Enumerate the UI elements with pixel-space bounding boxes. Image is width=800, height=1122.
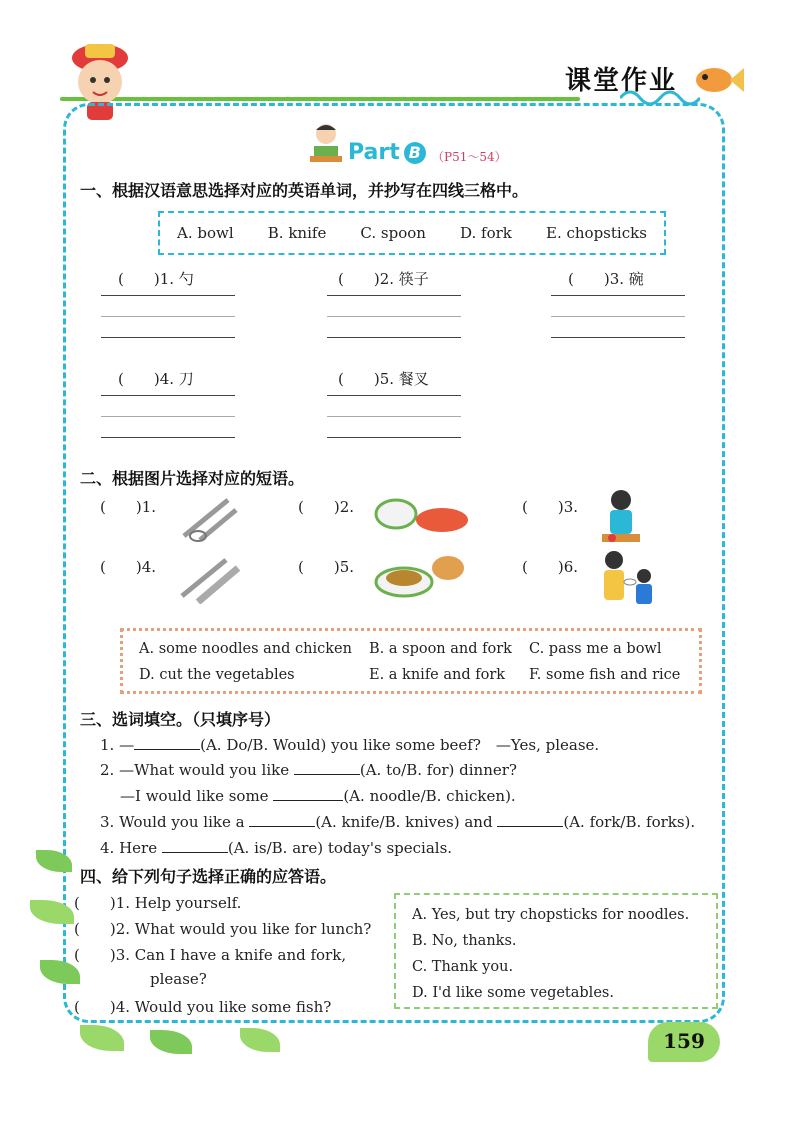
writing-lines[interactable] [327, 395, 461, 457]
leaf-decoration [150, 1030, 192, 1054]
s3-question-1 [100, 734, 599, 755]
word-option: B. knife [267, 224, 327, 242]
spoon-fork-icon [176, 492, 242, 544]
section4-heading: 四、给下列句子选择正确的应答语。 [80, 867, 337, 886]
section3-heading: 三、选词填空。（只填序号） [80, 710, 281, 729]
fish-rice-icon [372, 488, 472, 540]
s1-item-3: ( )3. 碗 [568, 270, 644, 288]
q-text: —I would like some [120, 787, 269, 805]
girl-cutting-icon [596, 486, 646, 546]
word-options-box [158, 211, 666, 255]
option-name: A. some noodles and chicken [139, 641, 352, 657]
q-text: 1. — [100, 736, 135, 754]
s4-item-4: ( )4. Would you like some fish? [74, 998, 332, 1016]
option-name: C. pass me a bowl [529, 641, 662, 657]
writing-lines[interactable] [551, 295, 685, 357]
s1-item-1: ( )1. 勺 [118, 270, 194, 288]
q-text: 4. Here [100, 839, 158, 857]
s2-item-6: ( )6. [522, 558, 579, 576]
word-option: E. chopsticks [546, 224, 647, 242]
leaf-decoration [80, 1025, 124, 1051]
knife-fork-icon [176, 552, 242, 604]
answer-option: C. Thank you. [412, 959, 514, 975]
s2-item-5: ( )5. [298, 558, 355, 576]
s4-item-3-cont: please? [150, 970, 207, 988]
s1-item-4: ( )4. 刀 [118, 370, 194, 388]
writing-lines[interactable] [327, 295, 461, 357]
q-text: (A. is/B. are) today's specials. [227, 839, 453, 857]
answer-blank[interactable] [273, 786, 343, 801]
option-name: B. a spoon and fork [369, 641, 512, 657]
s1-item-2: ( )2. 筷子 [338, 270, 429, 288]
answer-option: B. No, thanks. [412, 933, 517, 949]
s3-question-2b [120, 786, 516, 805]
q-text: 2. —What would you like [100, 761, 290, 779]
q-text: (A. to/B. for) dinner? [359, 761, 517, 779]
s3-question-2 [100, 760, 517, 779]
writing-lines[interactable] [101, 295, 235, 357]
phrase-options-box [120, 628, 702, 694]
s2-item-4: ( )4. [100, 558, 157, 576]
s3-question-3 [100, 812, 695, 831]
mother-child-icon [596, 548, 658, 610]
q-text: (A. knife/B. knives) and [315, 813, 493, 831]
part-label [348, 140, 426, 165]
s2-item-1: ( )1. [100, 498, 157, 516]
answer-options-box [394, 893, 718, 1009]
answer-blank[interactable] [134, 735, 200, 750]
s4-item-3: ( )3. Can I have a knife and fork, [74, 946, 347, 964]
section2-heading: 二、根据图片选择对应的短语。 [80, 469, 305, 488]
noodles-chicken-icon [372, 548, 472, 600]
q-text: 3. Would you like a [100, 813, 245, 831]
option-name: E. a knife and fork [369, 667, 506, 683]
page-range: （P51～54） [432, 150, 507, 164]
s2-item-2: ( )2. [298, 498, 355, 516]
s4-item-2: ( )2. What would you like for lunch? [74, 920, 372, 938]
word-option: C. spoon [360, 224, 426, 242]
q-text: (A. Do/B. Would) you like some beef? —Yes, please. [200, 736, 600, 754]
word-option: D. fork [460, 224, 512, 242]
option-name: F. some fish and rice [529, 667, 681, 683]
part-text: Part [348, 140, 400, 165]
answer-blank[interactable] [294, 760, 360, 775]
section1-heading: 一、根据汉语意思选择对应的英语单词，并抄写在四线三格中。 [80, 181, 529, 200]
s2-item-3: ( )3. [522, 498, 579, 516]
s3-question-4 [100, 838, 452, 857]
leaf-decoration [240, 1028, 280, 1052]
word-option: A. bowl [177, 224, 234, 242]
s1-item-5: ( )5. 餐叉 [338, 370, 429, 388]
answer-blank[interactable] [497, 812, 563, 827]
student-reading-icon [306, 122, 346, 166]
page-title: 课堂作业 [565, 66, 678, 96]
answer-option: A. Yes, but try chopsticks for noodles. [412, 907, 690, 923]
q-text: (A. fork/B. forks). [563, 813, 696, 831]
answer-blank[interactable] [162, 838, 228, 853]
option-name: D. cut the vegetables [139, 667, 295, 683]
answer-option: D. I'd like some vegetables. [412, 985, 614, 1001]
page-number: 159 [648, 1022, 720, 1062]
part-letter-badge: B [404, 142, 426, 164]
s4-item-1: ( )1. Help yourself. [74, 894, 242, 912]
answer-blank[interactable] [249, 812, 315, 827]
writing-lines[interactable] [101, 395, 235, 457]
q-text: (A. noodle/B. chicken). [343, 787, 516, 805]
